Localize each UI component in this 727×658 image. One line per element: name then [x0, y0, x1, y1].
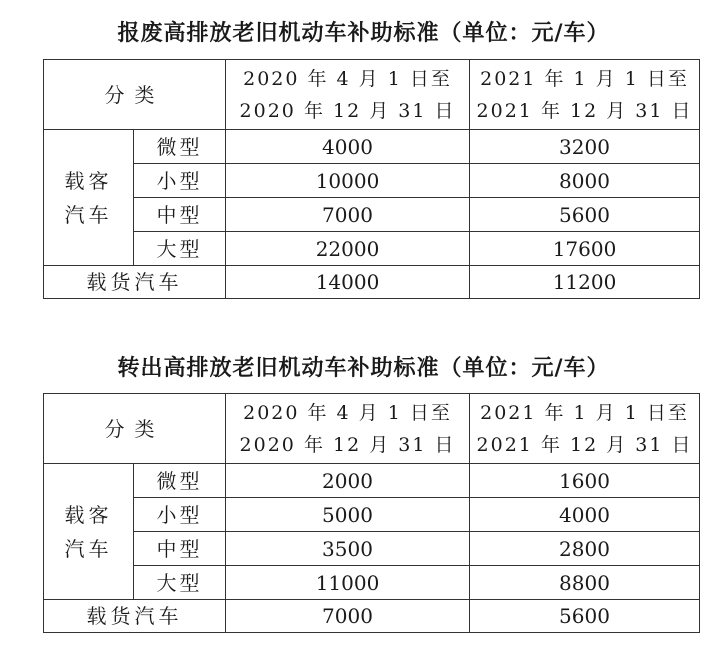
period-start: 2021 年 1 月 1 日至: [480, 67, 689, 90]
subsidy-2021: 8800: [470, 566, 700, 600]
table-title-transfer: 转出高排放老旧机动车补助标准（单位：元/车）: [117, 356, 610, 381]
header-category: 分类: [44, 60, 226, 130]
cargo-label: 载货汽车: [44, 600, 226, 633]
passenger-group-label: [44, 464, 134, 600]
subsidy-2020: 2000: [226, 464, 470, 498]
subsidy-2020: 4000: [226, 130, 470, 164]
period-start: 2021 年 1 月 1 日至: [480, 401, 689, 424]
passenger-group-label: [44, 130, 134, 266]
table-header-row: [44, 394, 700, 464]
vehicle-type: 小型: [134, 164, 226, 198]
header-category: 分类: [44, 394, 226, 464]
period-start: 2020 年 4 月 1 日至: [243, 67, 452, 90]
vehicle-type: 中型: [134, 532, 226, 566]
subsidy-2020: 10000: [226, 164, 470, 198]
vehicle-type: 小型: [134, 498, 226, 532]
subsidy-2021: 11200: [470, 266, 700, 299]
subsidy-2021: 8000: [470, 164, 700, 198]
table-row: [44, 566, 700, 600]
subsidy-2021: 3200: [470, 130, 700, 164]
subsidy-2021: 17600: [470, 232, 700, 266]
vehicle-type: 大型: [134, 232, 226, 266]
table-row: [44, 532, 700, 566]
table-row: [44, 164, 700, 198]
subsidy-2020: 14000: [226, 266, 470, 299]
table-row: [44, 198, 700, 232]
vehicle-type: 中型: [134, 198, 226, 232]
header-period-2021: [470, 60, 700, 130]
subsidy-2020: 11000: [226, 566, 470, 600]
table-row: [44, 464, 700, 498]
subsidy-2021: 5600: [470, 198, 700, 232]
group-label-line: 载客: [64, 502, 113, 527]
subsidy-table-transfer: [43, 393, 700, 633]
subsidy-2021: 1600: [470, 464, 700, 498]
subsidy-2021: 4000: [470, 498, 700, 532]
header-period-2020: [226, 394, 470, 464]
table-header-row: [44, 60, 700, 130]
period-end: 2020 年 12 月 31 日: [239, 99, 456, 122]
table-row-cargo: [44, 600, 700, 633]
vehicle-type: 大型: [134, 566, 226, 600]
period-end: 2021 年 12 月 31 日: [476, 99, 693, 122]
subsidy-2021: 5600: [470, 600, 700, 633]
subsidy-2020: 3500: [226, 532, 470, 566]
group-label-line: 汽车: [64, 536, 113, 561]
subsidy-2020: 7000: [226, 198, 470, 232]
table-row: [44, 130, 700, 164]
subsidy-2020: 22000: [226, 232, 470, 266]
table-row-cargo: [44, 266, 700, 299]
table-row: [44, 232, 700, 266]
vehicle-type: 微型: [134, 130, 226, 164]
header-period-2020: [226, 60, 470, 130]
vehicle-type: 微型: [134, 464, 226, 498]
subsidy-2020: 5000: [226, 498, 470, 532]
cargo-label: 载货汽车: [44, 266, 226, 299]
group-label-line: 汽车: [64, 202, 113, 227]
period-end: 2020 年 12 月 31 日: [239, 433, 456, 456]
period-start: 2020 年 4 月 1 日至: [243, 401, 452, 424]
subsidy-2021: 2800: [470, 532, 700, 566]
group-label-line: 载客: [64, 168, 113, 193]
header-period-2021: [470, 394, 700, 464]
table-title-scrap: 报废高排放老旧机动车补助标准（单位：元/车）: [117, 21, 610, 46]
subsidy-2020: 7000: [226, 600, 470, 633]
period-end: 2021 年 12 月 31 日: [476, 433, 693, 456]
table-row: [44, 498, 700, 532]
subsidy-table-scrap: [43, 59, 700, 299]
